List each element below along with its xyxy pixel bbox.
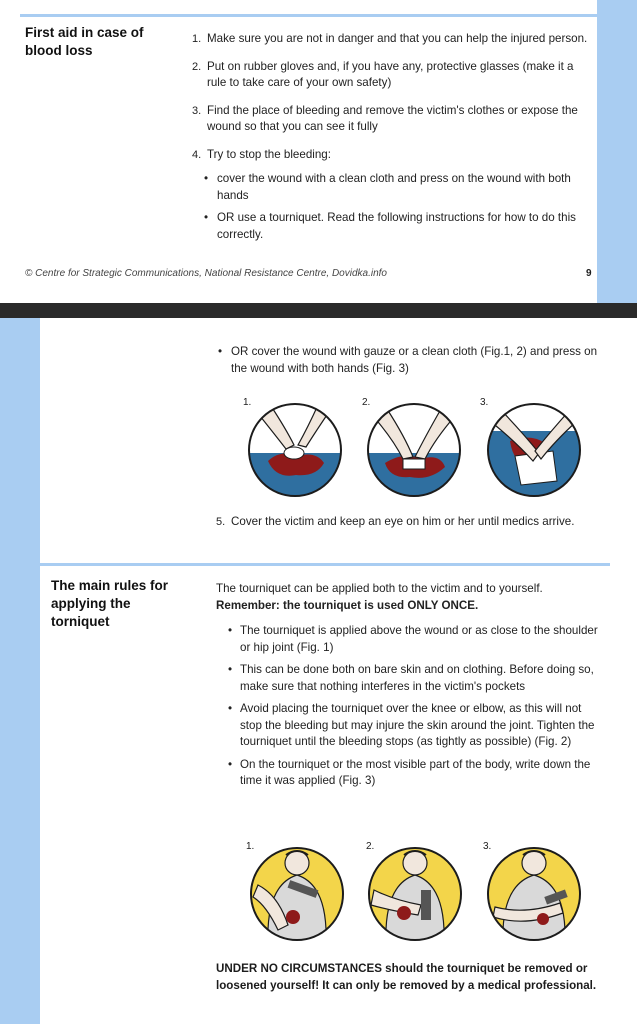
bullet-dot: • bbox=[204, 211, 209, 224]
bullet-text: OR cover the wound with gauze or a clean cloth (Fig.1, 2) and press on the wound with both hands (Fig. 3) bbox=[231, 345, 598, 375]
rule-text: On the tourniquet or the most visible part of the body, write down the time it was applied (Fig. 3) bbox=[240, 757, 591, 787]
rule-item bbox=[228, 757, 600, 790]
figure-label: 1. bbox=[243, 397, 252, 408]
step-text: Find the place of bleeding and remove the victim's clothes or expose the wound so that you can see it fully bbox=[207, 103, 578, 133]
rule-text: The tourniquet is applied above the wound or as close to the shoulder or hip joint (Fig. 1) bbox=[240, 624, 598, 654]
step-number: 4. bbox=[192, 148, 202, 161]
figure-label: 3. bbox=[480, 397, 489, 408]
step-1 bbox=[192, 31, 592, 48]
step-text: Make sure you are not in danger and that you can help the injured person. bbox=[207, 32, 588, 45]
rule-text: Avoid placing the tourniquet over the knee or elbow, as this will not stop the bleeding but may injure the skin around the joint. Tighten the tourniquet until the bleeding stops (as tightly as possible) (Fig. 2) bbox=[240, 702, 595, 748]
page-accent-bar bbox=[597, 0, 637, 303]
bullet-dot: • bbox=[228, 624, 233, 637]
bullet-item bbox=[204, 210, 592, 243]
rule-item bbox=[228, 623, 600, 656]
intro-text: The tourniquet can be applied both to the victim and to yourself. bbox=[216, 582, 543, 595]
step-5 bbox=[216, 514, 601, 531]
bullet-dot: • bbox=[228, 663, 233, 676]
figure-tourniquet-2 bbox=[366, 845, 464, 943]
bullet-dot: • bbox=[228, 702, 233, 715]
bullet-item bbox=[218, 344, 601, 377]
bullet-dot: • bbox=[218, 345, 223, 358]
warning-text: UNDER NO CIRCUMSTANCES should the tourniquet be removed or loosened yourself! It can only be removed by a medical professional. bbox=[216, 962, 597, 992]
figure-label: 1. bbox=[246, 841, 255, 852]
page-number: 9 bbox=[586, 268, 592, 279]
rule-item bbox=[228, 701, 600, 751]
step-number: 1. bbox=[192, 33, 202, 45]
top-rule bbox=[20, 14, 597, 17]
step-4 bbox=[192, 147, 592, 164]
section-heading-tourniquet: The main rules for applying the torniquet bbox=[51, 578, 169, 629]
bullet-dot: • bbox=[228, 757, 233, 771]
step-number: 2. bbox=[192, 60, 202, 73]
bullet-item bbox=[204, 171, 592, 204]
bullet-dot: • bbox=[204, 172, 209, 185]
figure-tourniquet-3 bbox=[485, 845, 583, 943]
step-text: Put on rubber gloves and, if you have any, protective glasses (make it a rule to take care of your own safety) bbox=[207, 59, 574, 89]
page-divider bbox=[0, 303, 637, 318]
step-number: 5. bbox=[216, 516, 226, 528]
figure-press-wound-2 bbox=[365, 401, 463, 499]
step-text: Cover the victim and keep an eye on him or her until medics arrive. bbox=[231, 515, 575, 528]
figure-label: 2. bbox=[366, 841, 375, 852]
page-accent-bar-left bbox=[0, 318, 40, 1024]
section-rule bbox=[40, 563, 610, 566]
step-number: 3. bbox=[192, 104, 202, 117]
figure-press-wound-1 bbox=[246, 401, 344, 499]
bullet-text: cover the wound with a clean cloth and press on the wound with both hands bbox=[217, 172, 571, 202]
remember-note: Remember: the tourniquet is used ONLY ONCE. bbox=[216, 598, 479, 612]
figure-tourniquet-1 bbox=[248, 845, 346, 943]
step-text: Try to stop the bleeding: bbox=[207, 147, 331, 161]
step-3 bbox=[192, 103, 592, 136]
bullet-text: OR use a tourniquet. Read the following instructions for how to do this correctly. bbox=[217, 211, 576, 241]
step-2 bbox=[192, 59, 592, 92]
rule-text: This can be done both on bare skin and on clothing. Before doing so, make sure that nothing interferes in the victim's pockets bbox=[240, 663, 594, 693]
figure-press-wound-3 bbox=[485, 401, 583, 499]
section-heading-blood-loss: First aid in case of blood loss bbox=[25, 25, 144, 58]
rule-item bbox=[228, 662, 600, 695]
figure-label: 3. bbox=[483, 841, 492, 852]
figure-label: 2. bbox=[362, 397, 371, 408]
page-footer: © Centre for Strategic Communications, National Resistance Centre, Dovidka.info bbox=[25, 268, 387, 279]
